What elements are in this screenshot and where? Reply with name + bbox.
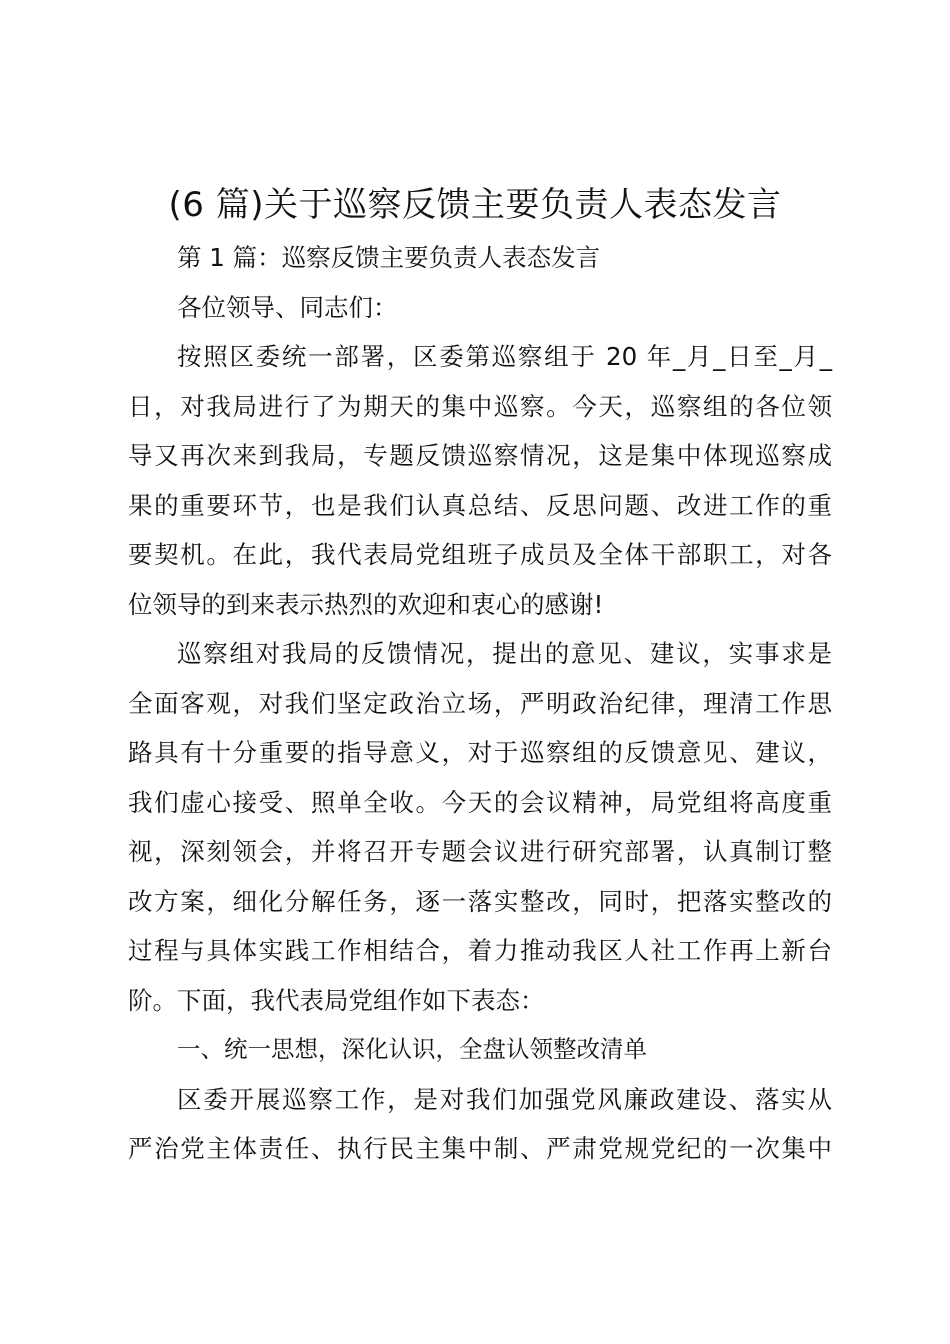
paragraph-line: 过程与具体实践工作相结合，着力推动我区人社工作再上新台	[128, 936, 832, 965]
paragraph-line: 日，对我局进行了为期天的集中巡察。今天，巡察组的各位领	[128, 391, 832, 421]
paragraph-line: 要契机。在此，我代表局党组班子成员及全体干部职工，对各	[128, 540, 832, 569]
paragraph-line: 按照区委统一部署，区委第巡察组于 20 年_月_日至_月_	[177, 342, 832, 371]
paragraph-line: 全面客观，对我们坚定政治立场，严明政治纪律，理清工作思	[128, 688, 832, 718]
document-body	[128, 233, 832, 1174]
paragraph-2	[128, 629, 832, 1025]
paragraph-line: 路具有十分重要的指导意义，对于巡察组的反馈意见、建议，	[128, 738, 832, 767]
paragraph-line: 阶。下面，我代表局党组作如下表态：	[128, 985, 545, 1015]
subtitle: 第 1 篇：巡察反馈主要负责人表态发言	[177, 243, 601, 272]
paragraph-line: 区委开展巡察工作，是对我们加强党风廉政建设、落实从	[177, 1084, 832, 1114]
paragraph-line: 位领导的到来表示热烈的欢迎和衷心的感谢!	[128, 589, 604, 619]
salutation: 各位领导、同志们：	[177, 292, 398, 322]
paragraph-line: 果的重要环节，也是我们认真总结、反思问题、改进工作的重	[128, 490, 832, 520]
paragraph-line: 我们虚心接受、照单全收。今天的会议精神，局党组将高度重	[128, 787, 832, 817]
paragraph-line: 视，深刻领会，并将召开专题会议进行研究部署，认真制订整	[128, 837, 832, 866]
paragraph-line: 改方案，细化分解任务，逐一落实整改，同时，把落实整改的	[128, 886, 832, 916]
paragraph-line: 巡察组对我局的反馈情况，提出的意见、建议，实事求是	[177, 639, 832, 668]
paragraph-3	[128, 1075, 832, 1174]
paragraph-line: 严治党主体责任、执行民主集中制、严肃党规党纪的一次集中	[128, 1134, 832, 1163]
section-heading: 一、统一思想，深化认识，全盘认领整改清单	[177, 1035, 647, 1063]
document-title: (6 篇)关于巡察反馈主要负责人表态发言	[168, 185, 782, 225]
paragraph-line: 导又再次来到我局，专题反馈巡察情况，这是集中体现巡察成	[128, 441, 832, 470]
paragraph-1	[128, 332, 832, 629]
